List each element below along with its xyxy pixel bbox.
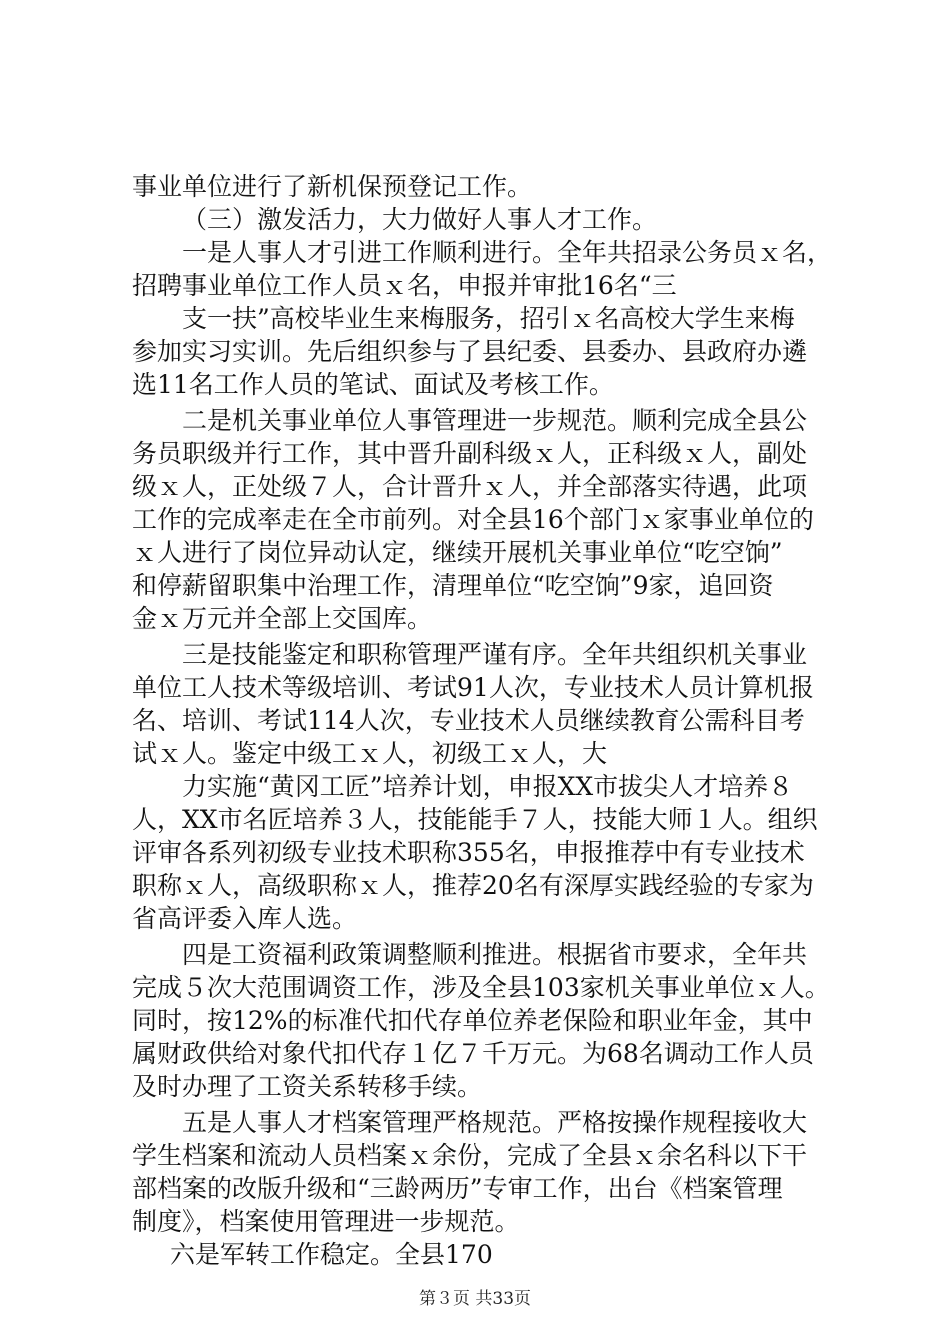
paragraph-line: 力实施“黄冈工匠”培养计划，申报XX市拔尖人才培养８: [182, 772, 794, 801]
paragraph-line: 二是机关事业单位人事管理进一步规范。顺利完成全县公: [182, 406, 808, 435]
paragraph-line: 六是军转工作稳定。全县170: [170, 1240, 493, 1269]
paragraph-line: ｘ人进行了岗位异动认定，继续开展机关事业单位“吃空饷”: [132, 538, 783, 567]
paragraph-line: 一是人事人才引进工作顺利进行。全年共招录公务员ｘ名，: [182, 238, 833, 267]
paragraph-line: 及时办理了工资关系转移手续。: [132, 1072, 483, 1101]
paragraph-line: 四是工资福利政策调整顺利推进。根据省市要求，全年共: [182, 940, 808, 969]
paragraph-line: 和停薪留职集中治理工作，清理单位“吃空饷”9家，追回资: [132, 571, 774, 600]
paragraph-line: 职称ｘ人，高级职称ｘ人，推荐20名有深厚实践经验的专家为: [132, 871, 814, 900]
paragraph-line: 属财政供给对象代扣代存１亿７千万元。为68名调动工作人员: [132, 1039, 814, 1068]
paragraph-line: 同时，按12%的标准代扣代存单位养老保险和职业年金，其中: [132, 1006, 813, 1035]
paragraph-line: 单位工人技术等级培训、考试91人次，专业技术人员计算机报: [132, 673, 814, 702]
paragraph-line: 省高评委入库人选。: [132, 904, 358, 933]
paragraph-line: 部档案的改版升级和“三龄两历”专审工作，出台《档案管理: [132, 1174, 783, 1203]
paragraph-line: 事业单位进行了新机保预登记工作。: [132, 172, 533, 201]
paragraph-line: 五是人事人才档案管理严格规范。严格按操作规程接收大: [182, 1108, 808, 1137]
paragraph-line: 学生档案和流动人员档案ｘ余份，完成了全县ｘ余名科以下干: [132, 1141, 808, 1170]
paragraph-line: 务员职级并行工作，其中晋升副科级ｘ人，正科级ｘ人，副处: [132, 439, 808, 468]
paragraph-line: 工作的完成率走在全市前列。对全县16个部门ｘ家事业单位的: [132, 505, 814, 534]
paragraph-line: 人，XX市名匠培养３人，技能能手７人，技能大师１人。组织: [132, 805, 818, 834]
paragraph-line: 评审各系列初级专业技术职称355名，申报推荐中有专业技术: [132, 838, 805, 867]
paragraph-line: 制度》，档案使用管理进一步规范。: [132, 1207, 520, 1236]
paragraph-line: 三是技能鉴定和职称管理严谨有序。全年共组织机关事业: [182, 640, 808, 669]
paragraph-line: 支一扶”高校毕业生来梅服务，招引ｘ名高校大学生来梅: [182, 304, 795, 333]
paragraph-line: 级ｘ人，正处级７人，合计晋升ｘ人，并全部落实待遇，此项: [132, 472, 808, 501]
paragraph-line: 参加实习实训。先后组织参与了县纪委、县委办、县政府办遴: [132, 337, 808, 366]
page-number-footer: 第３页 共33页: [418, 1289, 532, 1309]
paragraph-line: 完成５次大范围调资工作，涉及全县103家机关事业单位ｘ人。: [132, 973, 830, 1002]
paragraph-line: 招聘事业单位工作人员ｘ名，申报并审批16名“三: [132, 271, 677, 300]
paragraph-line: 选11名工作人员的笔试、面试及考核工作。: [132, 370, 614, 399]
paragraph-line: 名、培训、考试114人次，专业技术人员继续教育公需科目考: [132, 706, 805, 735]
paragraph-line: 试ｘ人。鉴定中级工ｘ人，初级工ｘ人，大: [132, 739, 608, 768]
section-heading: （三）激发活力，大力做好人事人才工作。: [182, 205, 658, 234]
paragraph-line: 金ｘ万元并全部上交国库。: [132, 604, 433, 633]
